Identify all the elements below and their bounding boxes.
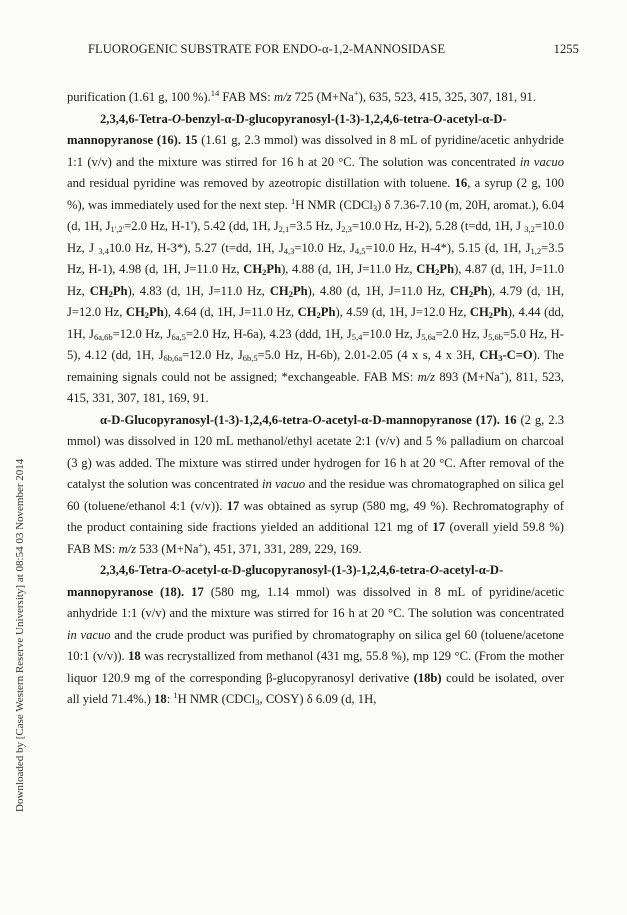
running-title: FLUOROGENIC SUBSTRATE FOR ENDO-α-1,2-MANNOSIDASE <box>88 42 446 56</box>
side-margin <box>14 458 26 822</box>
running-header <box>88 42 579 58</box>
paragraph-compound-17: α-D-Glucopyranosyl-(1-3)-1,2,4,6-tetra-O-acetyl-α-D-mannopyranose (17). 16 (2 g, 2.3 mmol) was dissolved in 120 mL methanol/ethyl acetate 2:1 (v/v) and 5 % palladium on charcoal (3 g) was added. The mixture was stirred under hydrogen for 16 h at 20 °C. After removal of the catalyst the solution was concentrated in vacuo and the residue was chromatographed on silica gel 60 (toluene/ethanol 4:1 (v/v)). 17 was obtained as syrup (580 mg, 49 %). Rechromatography of the product containing side fractions yielded an additional 121 mg of 17 (overall yield 59.8 %) FAB MS: m/z 533 (M+Na+), 451, 371, 331, 289, 229, 169. <box>67 412 565 556</box>
download-notice: Downloaded by [Case Western Reserve University] at 08:54 03 November 2014 <box>14 458 26 812</box>
paragraph-compound-16: 2,3,4,6-Tetra-O-benzyl-α-D-glucopyranosyl-(1-3)-1,2,4,6-tetra-O-acetyl-α-D-mannopyranose (16). 15 (1.61 g, 2.3 mmol) was dissolved in 8 mL of pyridine/acetic anhydride 1:1 (v/v) and the mixture was stirred for 16 h at 20 °C. The solution was concentrated in vacuo and residual pyridine was removed by azeotropic distillation with toluene. 16, a syrup (2 g, 100 %), was immediately used for the next step. $^1$H NMR (CDCl$_3$) δ 7.36-7.10 (m, 20H, aromat.), 6.04 (d, 1H, $J_{1',2'}=2.0$ Hz, H-1'), 5.42 (dd, 1H, $J_{2,1}=3.5$ Hz, $J_{2,3}=10.0$ Hz, H-2), 5.28 (t=dd, 1H, J $_{3,2}$=10.0 Hz, J $_{3,4}$10.0 Hz, H-3*), 5.27 (t=dd, 1H, $J_{4,3}=10.0$ Hz, $J_{4,5}=10.0$ Hz, H-4*), 5.15 (d, 1H, $J_{1,2}=3.5$ Hz, H-1), 4.98 (d, 1H, J=11.0 Hz, $CH_2Ph$), 4.88 (d, 1H, J=11.0 Hz, $CH_2Ph$), 4.87 (d, 1H, J=11.0 Hz, $CH_2Ph$), 4.83 (d, 1H, J=11.0 Hz, $CH_2Ph$), 4.80 (d, 1H, J=11.0 Hz, $CH_2Ph$), 4.79 (d, 1H, J=12.0 Hz, $CH_2Ph$), 4.64 (d, 1H, J=11.0 Hz, $CH_2Ph$), 4.59 (d, 1H, J=12.0 Hz, $CH_2Ph$), 4.44 (dd, 1H, $J_{6a,6b}=12.0$ Hz, $J_{6a,5}=2.0$ Hz, H-6a), 4.23 (ddd, 1H, $J_{5,4}=10.0$ Hz, $J_{5,6a}=2.0$ Hz, $J_{5,6b}=5.0$ Hz, H-5), 4.12 (dd, 1H, $J_{6b,6a}=12.0$ Hz, $J_{6b,5}=5.0$ Hz, H-6b), 2.01-2.05 (4 x s, 4 x 3H, $CH_3-C=O$). The remaining signals could not be assigned; *exchangeable. FAB MS: m/z 893 (M+Na+), 811, 523, 415, 331, 307, 181, 169, 91. <box>67 111 565 405</box>
paragraph-compound-18: 2,3,4,6-Tetra-O-acetyl-α-D-glucopyranosyl-(1-3)-1,2,4,6-tetra-O-acetyl-α-D-mannopyranose (18). 17 (580 mg, 1.14 mmol) was dissolved in 8 mL of pyridine/acetic anhydride 1:1 (v/v) and the mixture was stirred for 16 h at 20 °C. The solution was concentrated in vacuo and the crude product was purified by chromatography on silica gel 60 (toluene/acetone 10:1 (v/v)). 18 was recrystallized from methanol (431 mg, 55.8 %), mp 129 °C. (From the mother liquor 120.9 mg of the corresponding β-glucopyranosyl derivative (18b) could be isolated, over all yield 71.4%.) 18: $^1$H NMR (CDCl$_3$, COSY) δ 6.09 (d, 1H, <box>67 563 565 707</box>
article-body <box>67 87 564 711</box>
paragraph-purification: purification (1.61 g, 100 %).$^{14}$ FAB MS: m/z 725 (M+Na+), 635, 523, 415, 325, 307, 181, 91. <box>67 88 536 104</box>
page-number: 1255 <box>553 42 579 56</box>
